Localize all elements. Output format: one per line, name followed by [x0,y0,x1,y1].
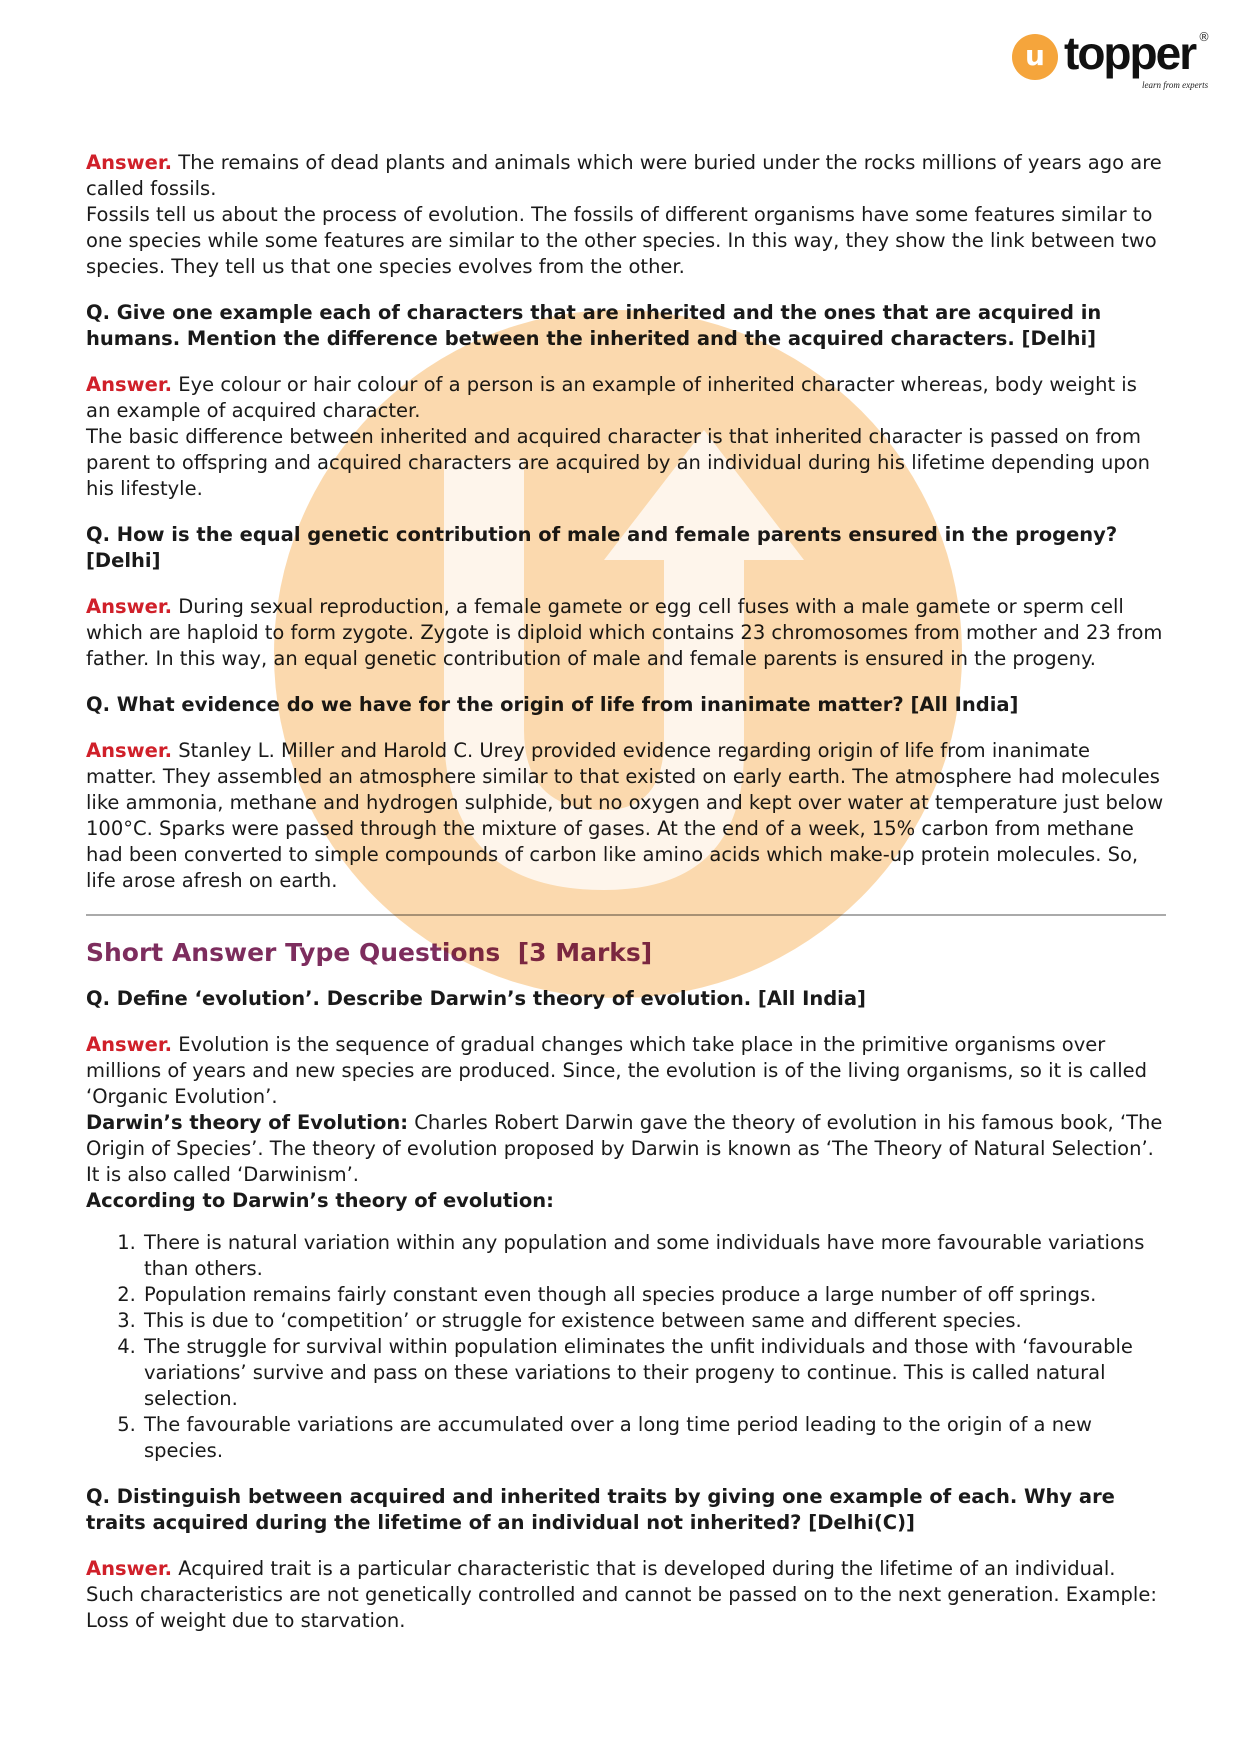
question-inherited-acquired: Q. Give one example each of characters that are inherited and the ones that are acquired in humans. Mention the difference between the inherited and the acquired characters. [Delhi] [86,301,1102,350]
document-body [86,150,1166,1654]
darwin-text: Charles Robert Darwin gave the theory of evolution in his famous book, ‘The Origin of Species’. The theory of evolution proposed by Darwin is known as ‘The Theory of Natural Selection’. It is also called ‘Darwinism’. [86,1111,1163,1186]
logo-wordmark: topper [1064,27,1196,79]
list-item: 1. There is natural variation within any population and some individuals have more favourable variations than others. [142,1230,1166,1282]
question-origin-of-life: Q. What evidence do we have for the origin of life from inanimate matter? [All India] [86,693,1019,716]
question-acquired-traits: Q. Distinguish between acquired and inherited traits by giving one example of each. Why are traits acquired during the lifetime of an individual not inherited? [Delhi(C)] [86,1485,1115,1534]
darwin-label: Darwin’s theory of Evolution: [86,1111,409,1134]
topper-logo [1012,27,1212,100]
section-marks: [3 Marks] [517,938,653,967]
section-heading [86,936,1166,970]
list-item: 4. The struggle for survival within population eliminates the unfit individuals and those with ‘favourable variations’ survive and pass on these variations to their progeny to continue. This is called natural selection. [142,1334,1166,1412]
question-evolution: Q. Define ‘evolution’. Describe Darwin’s theory of evolution. [All India] [86,987,866,1010]
answer-genetic-contribution [86,594,1166,672]
answer-origin-of-life [86,738,1166,894]
list-item: 3. This is due to ‘competition’ or struggle for existence between same and different species. [142,1308,1166,1334]
registered-mark: ® [1198,30,1210,44]
answer-text: Evolution is the sequence of gradual changes which take place in the primitive organisms over millions of years and new species are produced. Since, the evolution is of the living organisms, so it is called ‘Organic Evolution’. [86,1033,1148,1108]
logo-mark-icon: u [1012,34,1058,80]
answer-text: During sexual reproduction, a female gamete or egg cell fuses with a male gamete or sperm cell which are haploid to form zygote. Zygote is diploid which contains 23 chromosomes from mother and 23 from father. In this way, an equal genetic contribution of male and female parents is ensured in the progeny. [86,595,1163,670]
list-item: 5. The favourable variations are accumulated over a long time period leading to the origin of a new species. [142,1412,1166,1464]
answer-evolution [86,1032,1166,1214]
logo-tagline: learn from experts [1142,80,1209,90]
answer-label: Answer. [86,1033,173,1056]
according-label: According to Darwin’s theory of evolution: [86,1189,554,1212]
answer-text: Fossils tell us about the process of evolution. The fossils of different organisms have some features similar to one species while some features are similar to the other species. In this way, they show the link between two species. They tell us that one species evolves from the other. [86,203,1157,278]
list-item: 2. Population remains fairly constant even though all species produce a large number of off springs. [142,1282,1166,1308]
answer-text: Eye colour or hair colour of a person is an example of inherited character whereas, body weight is an example of acquired character. [86,373,1137,422]
question-genetic-contribution: Q. How is the equal genetic contribution of male and female parents ensured in the progeny? [Delhi] [86,523,1118,572]
darwin-points-list [86,1230,1166,1464]
section-title: Short Answer Type Questions [86,938,501,967]
answer-label: Answer. [86,373,173,396]
answer-fossils [86,150,1166,280]
answer-text: Acquired trait is a particular characteristic that is developed during the lifetime of an individual. Such characteristics are not genetically controlled and cannot be passed on to the next generation. Example: Loss of weight due to starvation. [86,1557,1157,1632]
answer-text: The basic difference between inherited and acquired character is that inherited character is passed on from parent to offspring and acquired characters are acquired by an individual during his lifetime depending upon his lifestyle. [86,425,1151,500]
answer-text: The remains of dead plants and animals which were buried under the rocks millions of years ago are called fossils. [86,151,1162,200]
section-divider [86,914,1166,916]
answer-inherited-acquired [86,372,1166,502]
answer-label: Answer. [86,1557,173,1580]
answer-label: Answer. [86,595,173,618]
answer-text: Stanley L. Miller and Harold C. Urey provided evidence regarding origin of life from inanimate matter. They assembled an atmosphere similar to that existed on early earth. The atmosphere had molecules like ammonia, methane and hydrogen sulphide, but no oxygen and kept over water at temperature just below 100°C. Sparks were passed through the mixture of gases. At the end of a week, 15% carbon from methane had been converted to simple compounds of carbon like amino acids which make-up protein molecules. So, life arose afresh on earth. [86,739,1164,892]
answer-label: Answer. [86,151,173,174]
answer-label: Answer. [86,739,173,762]
answer-acquired-traits [86,1556,1166,1634]
